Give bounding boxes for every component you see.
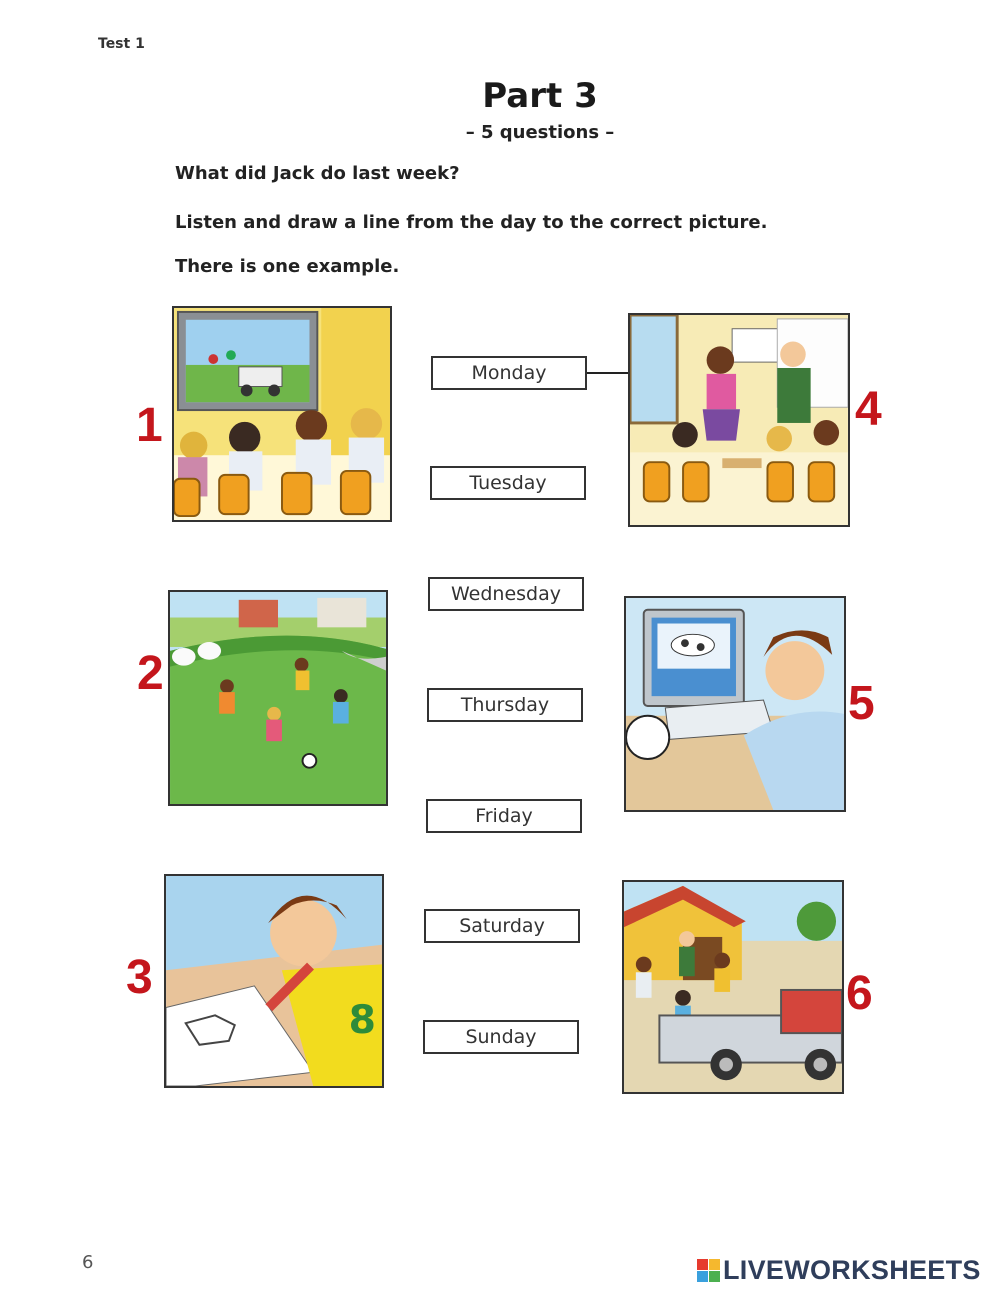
picture-2-football[interactable]	[168, 590, 388, 806]
boy-drawing-icon	[166, 876, 382, 1086]
day-box-sunday[interactable]: Sunday	[423, 1020, 579, 1054]
picture-4-classroom-visitor[interactable]	[628, 313, 850, 527]
day-box-saturday[interactable]: Saturday	[424, 909, 580, 943]
picture-number-1: 1	[136, 399, 163, 452]
picture-number-5: 5	[848, 677, 875, 730]
example-connector-line	[587, 372, 628, 374]
picture-6-farm-truck[interactable]	[622, 880, 844, 1094]
picture-number-2: 2	[137, 647, 164, 700]
test-label: Test 1	[98, 36, 145, 52]
picture-number-3: 3	[126, 951, 153, 1004]
instruction-text: Listen and draw a line from the day to the correct picture.	[175, 212, 768, 233]
boy-computer-icon	[626, 598, 844, 810]
picture-number-4: 4	[855, 383, 882, 436]
svg-text:8: 8	[348, 998, 376, 1044]
day-box-friday[interactable]: Friday	[426, 799, 582, 833]
picture-5-computer[interactable]	[624, 596, 846, 812]
liveworksheets-blocks-icon	[697, 1259, 720, 1282]
day-box-tuesday[interactable]: Tuesday	[430, 466, 586, 500]
classroom-tv-icon	[174, 308, 390, 520]
picture-3-drawing[interactable]	[164, 874, 384, 1088]
children-football-icon	[170, 592, 386, 804]
classroom-visitor-icon	[630, 315, 848, 525]
brand-text: LIVEWORKSHEETS	[723, 1255, 981, 1285]
example-note: There is one example.	[175, 256, 400, 277]
day-box-thursday[interactable]: Thursday	[427, 688, 583, 722]
page-number: 6	[82, 1252, 94, 1273]
day-box-wednesday[interactable]: Wednesday	[428, 577, 584, 611]
day-box-monday[interactable]: Monday	[431, 356, 587, 390]
picture-number-6: 6	[846, 967, 873, 1020]
question-text: What did Jack do last week?	[175, 163, 460, 184]
farm-truck-icon	[624, 882, 842, 1092]
page-title: Part 3	[482, 76, 598, 116]
page-subtitle: – 5 questions –	[465, 122, 615, 143]
liveworksheets-logo[interactable]	[697, 1255, 981, 1286]
picture-1-classroom-tv[interactable]	[172, 306, 392, 522]
